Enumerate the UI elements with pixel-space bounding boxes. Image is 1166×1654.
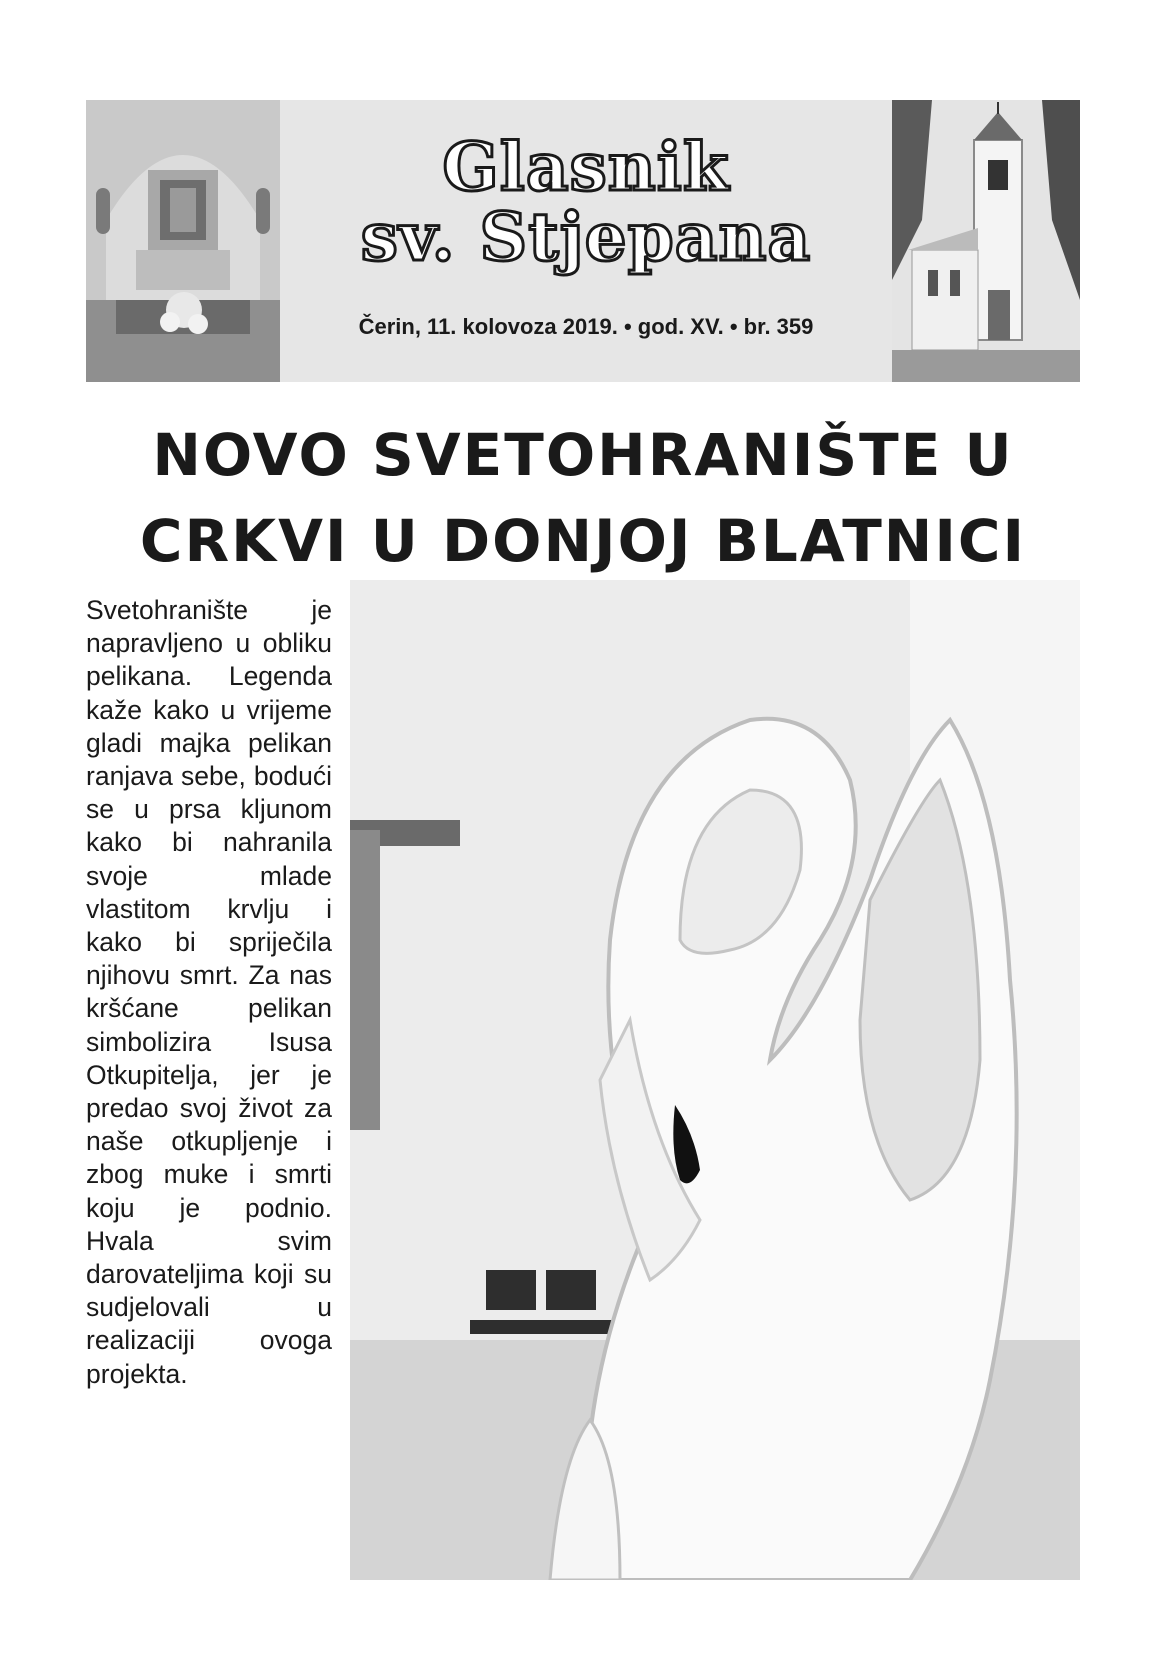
headline-line2: CRKVI U DONJOJ BLATNICI xyxy=(139,507,1027,575)
article-body: Svetohranište je napravljeno u obliku pelikana. Legenda kaže kako u vrijeme gladi majka pelikan ranjava sebe, bodući se u prsa kljunom kako bi nahranila svoje mlade vlastitom krvlju i kako bi spriječila njihovu smrt. Za nas kršćane pelikan simbolizira Isusa Otkupitelja, jer je predao svoj život za naše otkupljenje i zbog muke i smrti koju je podnio. Hvala svim darovateljima koji su sudjelovali u realizaciji ovoga projekta. xyxy=(86,595,332,1389)
headline-line1: NOVO SVETOHRANIŠTE U xyxy=(152,421,1014,489)
newsletter-title-line1: Glasnik xyxy=(442,128,730,206)
church-interior-photo xyxy=(86,100,280,382)
newsletter-title-line2: sv. Stjepana xyxy=(360,198,812,276)
pelican-sculpture-photo xyxy=(350,580,1080,1580)
newsletter-title xyxy=(280,128,892,276)
church-exterior-photo xyxy=(892,100,1080,382)
article-headline xyxy=(86,412,1080,584)
issue-date-line: Čerin, 11. kolovoza 2019. • god. XV. • br. 359 xyxy=(358,314,814,339)
